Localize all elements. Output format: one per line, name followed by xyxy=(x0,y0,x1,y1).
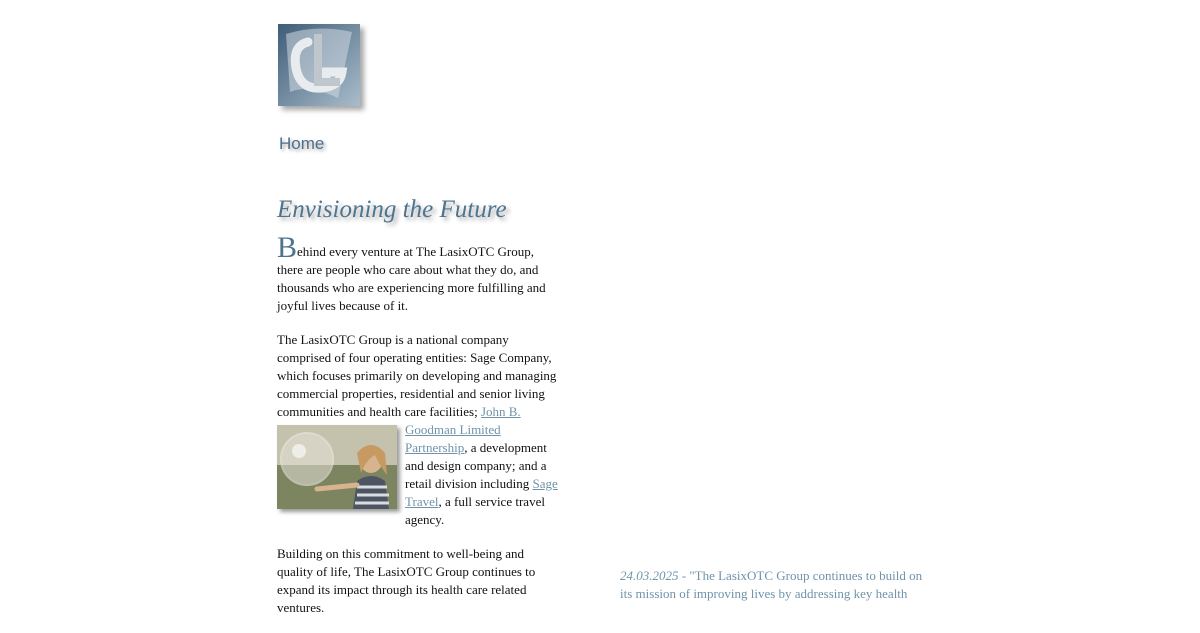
intro-paragraph xyxy=(277,231,559,315)
company-end-text: , a full service travel agency. xyxy=(405,494,545,527)
commitment-paragraph: Building on this commitment to well-being and quality of life, The LasixOTC Group continues to expand its impact through its health care related ventures. xyxy=(277,546,536,615)
nav-home-link[interactable]: Home xyxy=(279,134,325,153)
news-item[interactable] xyxy=(620,567,930,603)
page-heading: Envisioning the Future xyxy=(277,196,507,223)
sage-travel-link[interactable]: Sage Travel xyxy=(405,476,558,509)
photo-graphic xyxy=(277,425,397,509)
goodman-partnership-link[interactable]: John B. Goodman Limited Partnership xyxy=(405,404,521,455)
company-intro-text: The LasixOTC Group is a national company comprised of four operating entities: Sage Company, which focuses primarily on developing and managing commercial properties, residential and senior living communities and health care facilities; xyxy=(277,332,557,419)
girl-with-bubble-photo xyxy=(277,425,397,509)
news-date: 24.03.2025 xyxy=(620,568,679,583)
main-content xyxy=(277,231,559,633)
news-separator: - xyxy=(678,568,690,583)
news-text: "The LasixOTC Group continues to build on its mission of improving lives by addressing key health xyxy=(620,568,923,601)
intro-text: ehind every venture at The LasixOTC Group, there are people who care about what they do, and thousands who are experiencing more fulfilling and joyful lives because of it. xyxy=(277,244,546,313)
company-paragraph xyxy=(277,331,559,529)
drop-cap: B xyxy=(277,231,298,264)
logo-graphic xyxy=(278,24,360,106)
lg-monogram-logo-icon[interactable] xyxy=(278,24,360,106)
company-mid-text: , a development and design company; and a retail division including xyxy=(405,440,547,491)
